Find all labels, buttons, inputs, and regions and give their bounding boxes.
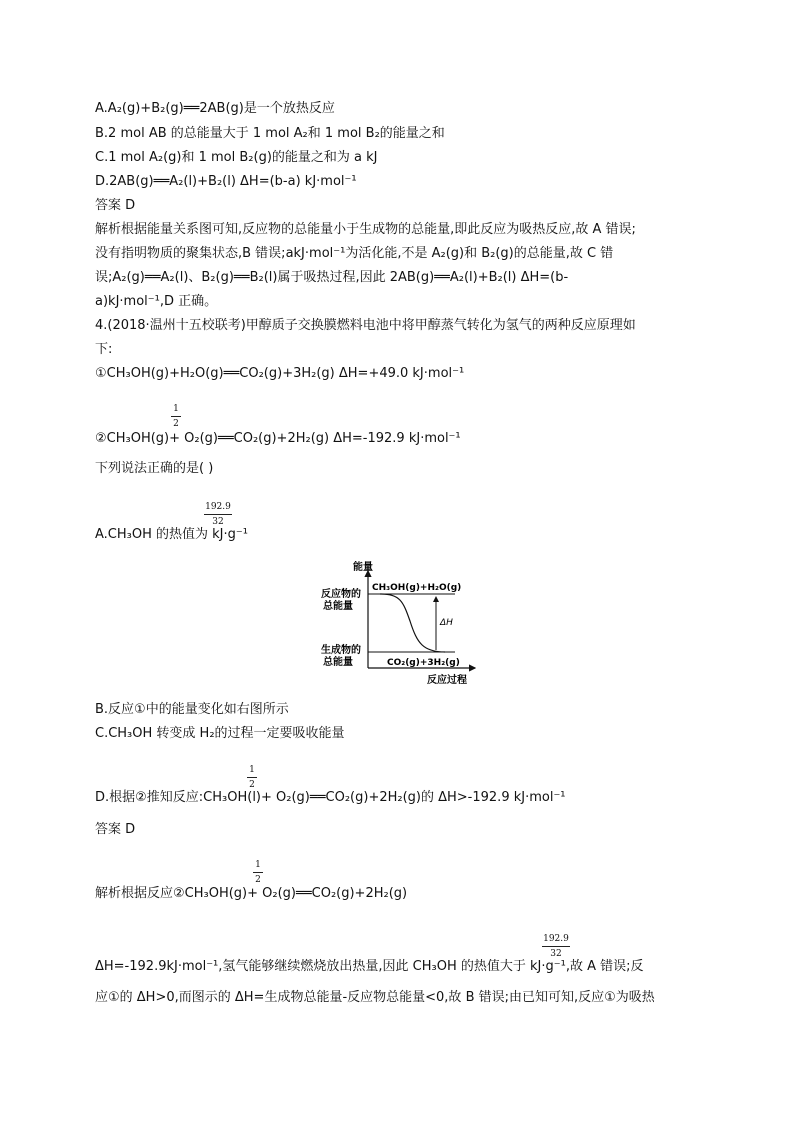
option-a-line: A.A₂(g)+B₂(g)══2AB(g)是一个放热反应 — [95, 101, 335, 116]
question-4-line-1: 4.(2018·温州十五校联考)甲醇质子交换膜燃料电池中将甲醇蒸气转化为氢气的两种反应原理如 — [95, 318, 636, 333]
fraction-numerator: 1 — [173, 404, 179, 414]
products-label-2: 总能量 — [323, 657, 353, 668]
half-fraction-2 — [247, 765, 257, 790]
delta-h-label: ΔH — [440, 618, 453, 628]
analysis-q4-line-2: ΔH=-192.9kJ·mol⁻¹,氢气能够继续燃烧放出热量,因此 CH₃OH 的热值大于 kJ·g⁻¹,故 A 错误;反 — [95, 959, 644, 974]
fraction-denominator: 32 — [550, 949, 562, 959]
option-c-q4: C.CH₃OH 转变成 H₂的过程一定要吸收能量 — [95, 726, 345, 741]
option-d-line: D.2AB(g)══A₂(l)+B₂(l) ΔH=(b-a) kJ·mol⁻¹ — [95, 174, 357, 189]
answer-line: 答案 D — [95, 198, 136, 213]
energy-diagram — [305, 561, 485, 686]
answer-q4: 答案 D — [95, 822, 136, 837]
option-b-line: B.2 mol AB 的总能量大于 1 mol A₂和 1 mol B₂的能量之和 — [95, 126, 445, 141]
option-c-line: C.1 mol A₂(g)和 1 mol B₂(g)的能量之和为 a kJ — [95, 150, 378, 165]
products-formula: CO₂(g)+3H₂(g) — [387, 658, 460, 668]
energy-curve — [380, 594, 445, 652]
half-fraction-3 — [253, 860, 263, 885]
products-label: 生成物的 — [321, 645, 361, 656]
reactants-label: 反应物的 — [321, 589, 361, 600]
fraction-denominator: 2 — [173, 419, 179, 429]
analysis-q4-line-1: 解析根据反应②CH₃OH(g)+ O₂(g)══CO₂(g)+2H₂(g) — [95, 886, 408, 901]
heat-fraction-2 — [542, 934, 570, 959]
option-d-q4: D.根据②推知反应:CH₃OH(l)+ O₂(g)══CO₂(g)+2H₂(g)的 ΔH>-192.9 kJ·mol⁻¹ — [95, 790, 566, 805]
question-stem: 下列说法正确的是( ) — [95, 461, 214, 476]
option-a-q4: A.CH₃OH 的热值为 kJ·g⁻¹ — [95, 527, 248, 542]
analysis-line-1: 解析根据能量关系图可知,反应物的总能量小于生成物的总能量,即此反应为吸热反应,故 A 错误; — [95, 222, 636, 237]
half-fraction-1 — [171, 404, 181, 429]
reactants-formula: CH₃OH(g)+H₂O(g) — [372, 583, 462, 593]
fraction-numerator: 1 — [249, 765, 255, 775]
analysis-line-2: 没有指明物质的聚集状态,B 错误;akJ·mol⁻¹为活化能,不是 A₂(g)和 B₂(g)的总能量,故 C 错 — [95, 246, 614, 261]
x-axis-label: 反应过程 — [427, 675, 467, 686]
analysis-q4-line-3: 应①的 ΔH>0,而图示的 ΔH=生成物总能量-反应物总能量<0,故 B 错误;由已知可知,反应①为吸热 — [95, 990, 655, 1005]
fraction-denominator: 2 — [249, 780, 255, 790]
fraction-denominator: 32 — [212, 517, 224, 527]
fraction-numerator: 192.9 — [543, 934, 569, 944]
y-axis-label: 能量 — [353, 562, 373, 573]
heat-fraction-1 — [204, 502, 232, 527]
reaction-1: ①CH₃OH(g)+H₂O(g)══CO₂(g)+3H₂(g) ΔH=+49.0 kJ·mol⁻¹ — [95, 366, 465, 381]
fraction-numerator: 1 — [255, 860, 261, 870]
analysis-line-4: a)kJ·mol⁻¹,D 正确。 — [95, 294, 218, 309]
reactants-label-2: 总能量 — [323, 601, 353, 612]
fraction-numerator: 192.9 — [205, 502, 231, 512]
analysis-line-3: 误;A₂(g)══A₂(l)、B₂(g)══B₂(l)属于吸热过程,因此 2AB(g)══A₂(l)+B₂(l) ΔH=(b- — [95, 270, 569, 285]
reaction-2: ②CH₃OH(g)+ O₂(g)══CO₂(g)+2H₂(g) ΔH=-192.9 kJ·mol⁻¹ — [95, 431, 461, 446]
fraction-denominator: 2 — [255, 875, 261, 885]
option-b-q4: B.反应①中的能量变化如右图所示 — [95, 702, 289, 717]
question-4-line-2: 下: — [95, 342, 113, 357]
